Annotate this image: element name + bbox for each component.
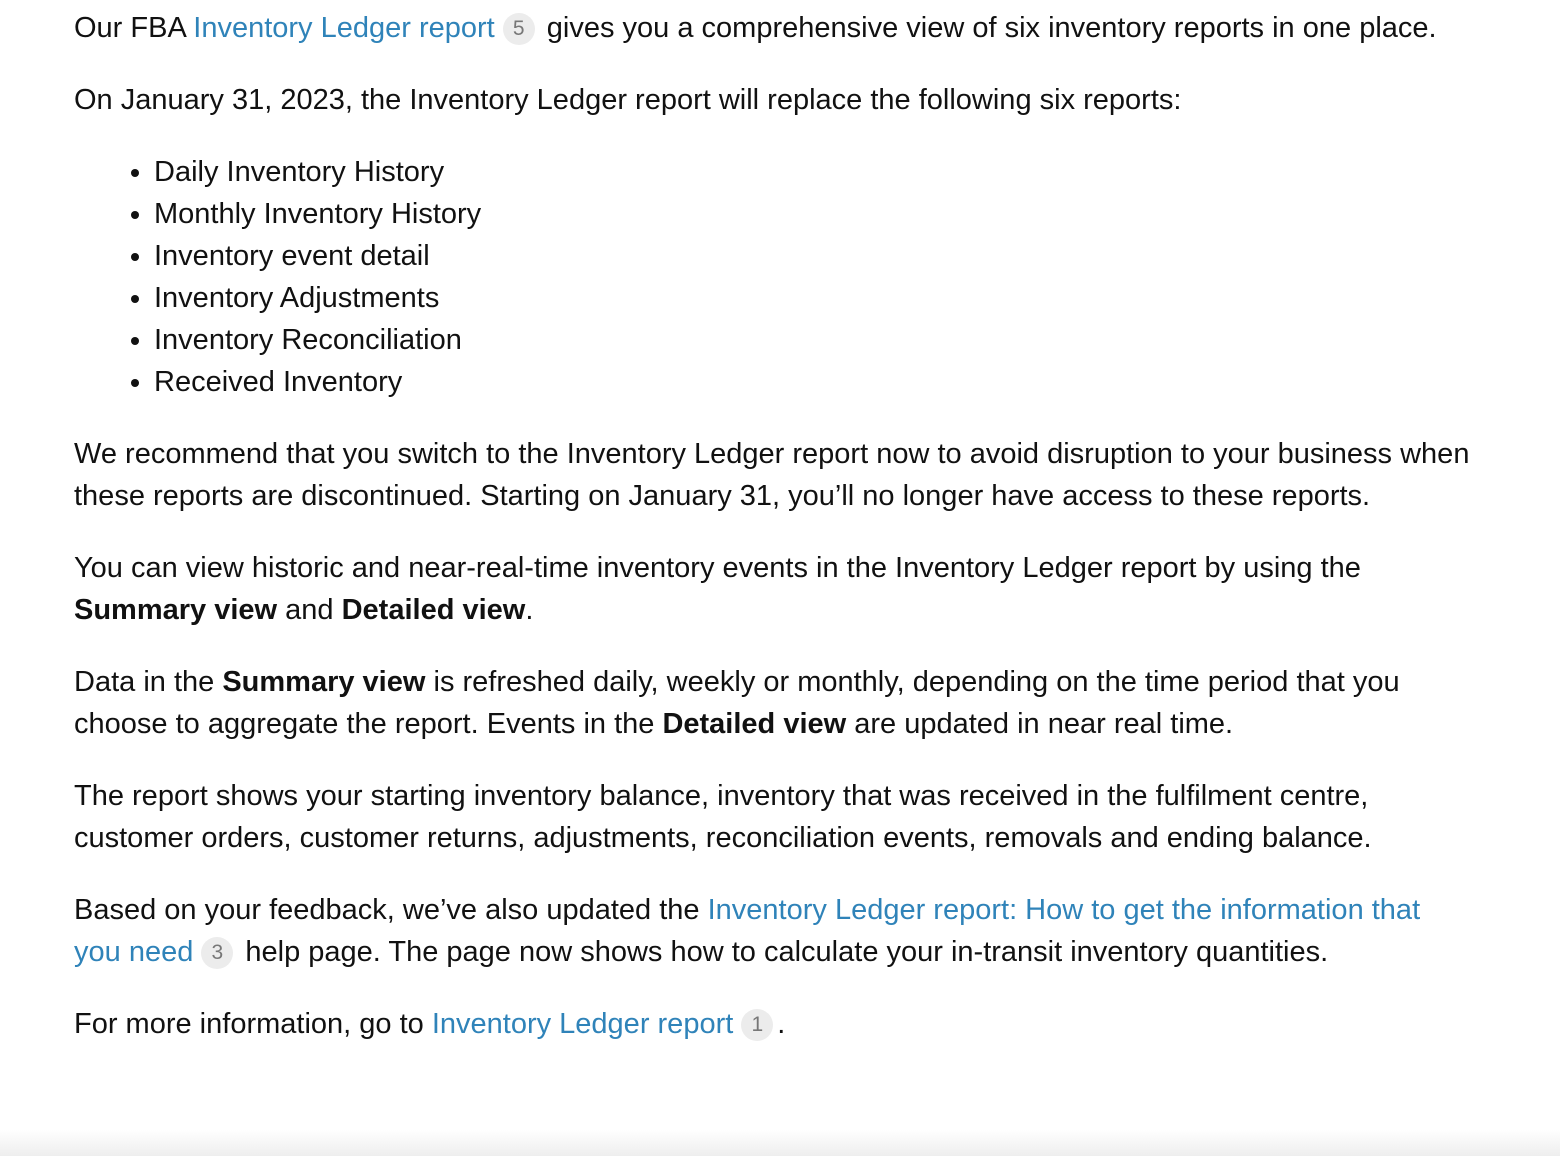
views-text-start: You can view historic and near-real-time inventory events in the Inventory Ledger report by using the [74, 552, 1361, 584]
intro-text-start: Our FBA [74, 12, 194, 44]
intro-text-end: gives you a comprehensive view of six inventory reports in one place. [538, 12, 1437, 44]
help-page-link[interactable]: Inventory Ledger report: How to get the information that you need [74, 894, 1421, 968]
help-text-end: help page. The page now shows how to calculate your in-transit inventory quantities. [237, 936, 1329, 968]
list-item: • Monthly Inventory History [154, 193, 1474, 235]
more-info-text-start: For more information, go to [74, 1008, 432, 1040]
link-count-badge: 1 [741, 1009, 773, 1041]
help-page-paragraph [74, 889, 1474, 973]
list-item: • Inventory Reconciliation [154, 319, 1474, 361]
bottom-shadow [0, 1130, 1560, 1156]
link-count-badge: 3 [201, 937, 233, 969]
refresh-text-end: are updated in near real time. [846, 708, 1234, 740]
list-item: • Inventory Adjustments [154, 277, 1474, 319]
inventory-ledger-report-link[interactable]: Inventory Ledger report [193, 12, 495, 44]
refresh-text-middle: is refreshed daily, weekly or monthly, depending on the time period that you choose to aggregate the report. Events in the [74, 666, 1400, 740]
detailed-view-term: Detailed view [662, 708, 847, 740]
list-item: • Received Inventory [154, 361, 1474, 403]
intro-paragraph [74, 7, 1474, 49]
link-count-badge: 5 [503, 13, 535, 45]
more-info-paragraph [74, 1003, 1474, 1045]
replacement-paragraph: On January 31, 2023, the Inventory Ledger report will replace the following six reports: [74, 84, 1182, 116]
summary-view-term: Summary view [222, 666, 426, 698]
views-text-end: . [525, 594, 534, 626]
more-info-text-end: . [777, 1008, 786, 1040]
views-text-middle: and [277, 594, 342, 626]
views-paragraph [74, 547, 1474, 631]
summary-view-term: Summary view [74, 594, 278, 626]
article-body [74, 7, 1474, 1075]
list-item: • Daily Inventory History [154, 151, 1474, 193]
refresh-paragraph [74, 661, 1474, 745]
detailed-view-term: Detailed view [341, 594, 526, 626]
replaced-reports-list [74, 151, 1474, 403]
recommendation-paragraph: We recommend that you switch to the Inventory Ledger report now to avoid disruption to your business when these reports are discontinued. Starting on January 31, you’ll no longer have access to these reports. [74, 438, 1470, 512]
list-item: • Inventory event detail [154, 235, 1474, 277]
report-contents-paragraph: The report shows your starting inventory balance, inventory that was received in the fulfilment centre, customer orders, customer returns, adjustments, reconciliation events, removals and ending balance. [74, 780, 1372, 854]
help-text-start: Based on your feedback, we’ve also updated the [74, 894, 708, 926]
refresh-text-start: Data in the [74, 666, 223, 698]
inventory-ledger-report-link[interactable]: Inventory Ledger report [431, 1008, 734, 1040]
